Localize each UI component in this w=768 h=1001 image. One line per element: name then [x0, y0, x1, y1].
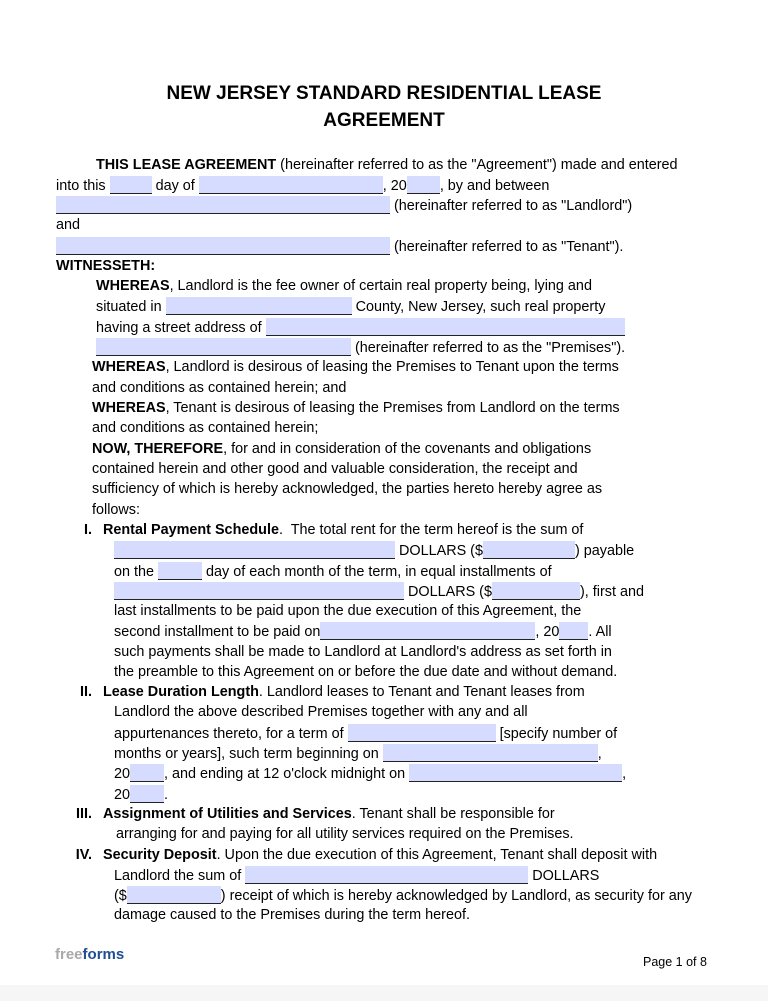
street-address-field-2[interactable] — [96, 338, 351, 356]
section-line: Landlord the above described Premises together with any and all — [114, 704, 528, 720]
freeforms-logo: freeforms — [55, 946, 125, 963]
witnesseth-heading: WITNESSETH: — [56, 258, 156, 274]
therefore-line: sufficiency of which is hereby acknowledged, the parties hereto hereby agree as — [92, 481, 603, 497]
whereas-line: WHEREAS, Landlord is desirous of leasing the Premises to Tenant upon the terms — [92, 359, 619, 375]
lease-term-field[interactable] — [348, 724, 496, 742]
month-field[interactable] — [199, 176, 383, 194]
tenant-name-field[interactable] — [56, 237, 390, 255]
day-field[interactable] — [110, 176, 152, 194]
therefore-line: NOW, THEREFORE, for and in consideration of the covenants and obligations — [92, 441, 592, 457]
deposit-amount-field[interactable] — [127, 886, 221, 904]
installment-words-field[interactable] — [114, 582, 404, 600]
section-line: Security Deposit. Upon the due execution of this Agreement, Tenant shall deposit with — [103, 847, 658, 863]
landlord-name-field[interactable] — [56, 196, 390, 214]
deposit-words-field[interactable] — [245, 866, 528, 884]
section-line: on the day of each month of the term, in equal installments of — [114, 564, 552, 580]
section-line: Rental Payment Schedule. The total rent for the term hereof is the sum of — [103, 522, 584, 538]
preamble-line: (hereinafter referred to as "Tenant"). — [56, 237, 623, 256]
viewer-bottom-bar — [0, 985, 768, 1001]
therefore-line: contained herein and other good and valuable consideration, the receipt and — [92, 461, 578, 477]
preamble-line: THIS LEASE AGREEMENT (hereinafter referred to as the "Agreement") made and entered — [96, 157, 678, 173]
section-line: Assignment of Utilities and Services. Tenant shall be responsible for — [103, 806, 555, 822]
section-line: DOLLARS ($ ) payable — [114, 541, 634, 560]
whereas-line: (hereinafter referred to as the "Premises"). — [96, 338, 625, 357]
second-installment-year-field[interactable] — [559, 622, 588, 640]
section-line: appurtenances thereto, for a term of [specify number of — [114, 726, 618, 742]
start-date-field[interactable] — [383, 744, 598, 762]
section-numeral: II. — [80, 684, 92, 700]
therefore-line: follows: — [92, 502, 140, 518]
document-title-line-1: NEW JERSEY STANDARD RESIDENTIAL LEASE — [166, 83, 602, 104]
street-address-field[interactable] — [266, 318, 625, 336]
start-year-field[interactable] — [130, 764, 164, 782]
section-line: months or years], such term beginning on , — [114, 746, 602, 762]
year-field[interactable] — [407, 176, 440, 194]
section-line: arranging for and paying for all utility services required on the Premises. — [116, 826, 574, 842]
section-numeral: I. — [84, 522, 92, 538]
section-line: ($ ) receipt of which is hereby acknowledged by Landlord, as security for any — [114, 888, 692, 904]
section-numeral: IV. — [75, 847, 92, 863]
section-line: 20 , and ending at 12 o'clock midnight on , — [114, 766, 627, 782]
document-title-line-2: AGREEMENT — [323, 110, 445, 131]
second-installment-date-field[interactable] — [320, 622, 535, 640]
due-day-field[interactable] — [158, 562, 202, 580]
page-number: Page 1 of 8 — [643, 955, 707, 969]
section-line: Lease Duration Length. Landlord leases to Tenant and Tenant leases from — [103, 684, 585, 700]
preamble-line: into this day of , 20 , by and between — [56, 178, 550, 194]
whereas-line: WHEREAS, Landlord is the fee owner of certain real property being, lying and — [96, 278, 592, 294]
section-line: damage caused to the Premises during the term hereof. — [114, 907, 470, 923]
section-line: DOLLARS ($ ), first and — [114, 582, 644, 601]
whereas-line: WHEREAS, Tenant is desirous of leasing the Premises from Landlord on the terms — [92, 400, 620, 416]
section-line: such payments shall be made to Landlord at Landlord's address as set forth in — [114, 644, 612, 660]
whereas-line: and conditions as contained herein; and — [92, 380, 347, 396]
whereas-line: situated in County, New Jersey, such real property — [96, 299, 606, 315]
whereas-line: having a street address of — [96, 318, 625, 337]
section-line: Landlord the sum of DOLLARS — [114, 868, 600, 884]
installment-amount-field[interactable] — [492, 582, 580, 600]
county-field[interactable] — [166, 297, 352, 315]
section-line: second installment to be paid on , 20 . All — [114, 624, 612, 640]
total-rent-words-field[interactable] — [114, 541, 395, 559]
section-line: the preamble to this Agreement on or before the due date and without demand. — [114, 664, 618, 680]
end-date-field[interactable] — [409, 764, 622, 782]
total-rent-amount-field[interactable] — [483, 541, 575, 559]
preamble-line: (hereinafter referred to as "Landlord") — [56, 196, 632, 215]
section-line: 20 . — [114, 787, 169, 803]
section-numeral: III. — [76, 806, 92, 822]
whereas-line: and conditions as contained herein; — [92, 420, 319, 436]
section-line: last installments to be paid upon the due execution of this Agreement, the — [114, 603, 582, 619]
preamble-line: and — [56, 217, 81, 233]
end-year-field[interactable] — [130, 785, 164, 803]
